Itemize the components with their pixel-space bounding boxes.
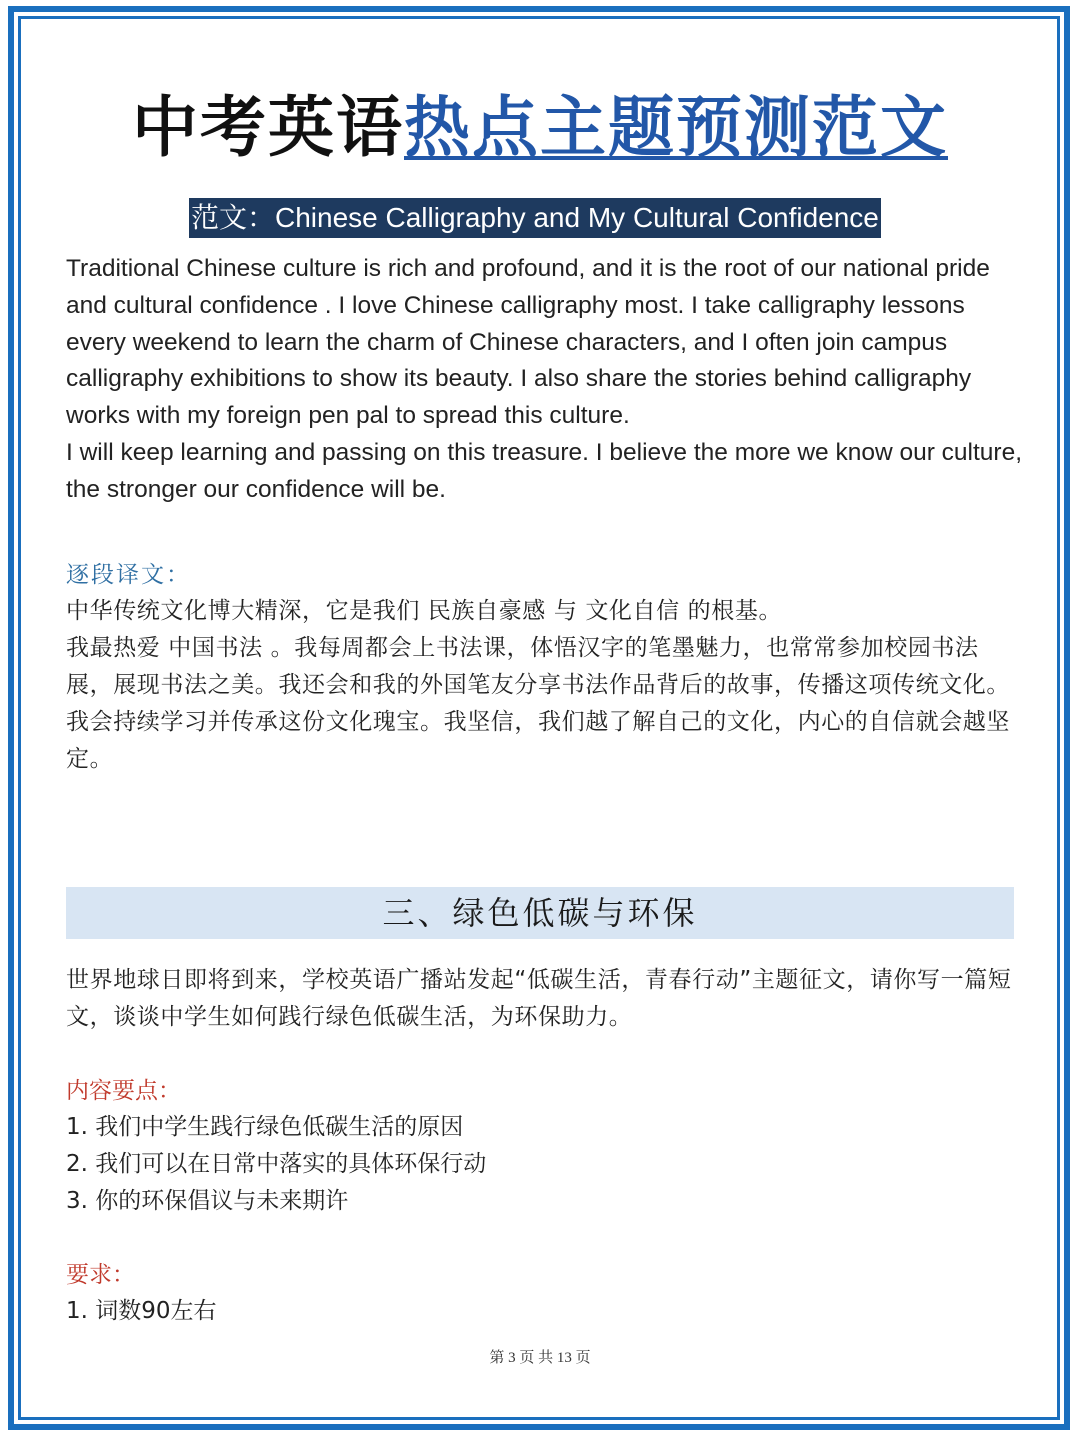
page-title xyxy=(0,88,1080,168)
essay-heading: 范文：Chinese Calligraphy and My Cultural Confidence xyxy=(189,198,881,238)
essay-paragraph: Traditional Chinese culture is rich and profound, and it is the root of our national pride and cultural confidence . I love Chinese calligraphy most. I take calligraphy lessons every weekend to learn the charm of Chinese characters, and I often join campus calligraphy exhibitions to show its beauty. I also share the stories behind calligraphy works with my foreign pen pal to spread this culture. xyxy=(66,255,990,430)
key-points-label: 内容要点： xyxy=(66,1078,181,1104)
list-item: 1. 词数90左右 xyxy=(66,1298,217,1324)
essay-paragraph: I will keep learning and passing on this treasure. I believe the more we know our culture, the stronger our confidence will be. xyxy=(66,438,1023,503)
writing-prompt: 世界地球日即将到来，学校英语广播站发起“低碳生活，青春行动”主题征文，请你写一篇短文，谈谈中学生如何践行绿色低碳生活，为环保助力。 xyxy=(66,967,1012,1030)
key-points-list xyxy=(66,1109,1006,1220)
page-title-highlight: 热点主题预测范文 xyxy=(404,89,948,166)
page-number: 第 3 页 共 13 页 xyxy=(489,1350,591,1366)
translation-paragraph: 我会持续学习并传承这份文化瑰宝。我坚信，我们越了解自己的文化，内心的自信就会越坚定。 xyxy=(66,709,1010,772)
translation-body xyxy=(66,593,1018,778)
section-heading: 三、绿色低碳与环保 xyxy=(66,887,1014,939)
requirements-list xyxy=(66,1293,1006,1330)
essay-body xyxy=(66,251,1026,509)
list-item: 1. 我们中学生践行绿色低碳生活的原因 xyxy=(66,1114,464,1140)
page-title-main: 中考英语 xyxy=(132,89,404,166)
translation-paragraph: 我最热爱 中国书法 。我每周都会上书法课，体悟汉字的笔墨魅力，也常常参加校园书法展，展现书法之美。我还会和我的外国笔友分享书法作品背后的故事，传播这项传统文化。 xyxy=(66,635,1010,698)
requirements-label: 要求： xyxy=(66,1262,135,1288)
list-item: 3. 你的环保倡议与未来期许 xyxy=(66,1188,349,1214)
list-item: 2. 我们可以在日常中落实的具体环保行动 xyxy=(66,1151,487,1177)
translation-label: 逐段译文： xyxy=(66,562,191,588)
translation-paragraph: 中华传统文化博大精深，它是我们 民族自豪感 与 文化自信 的根基。 xyxy=(66,598,783,624)
